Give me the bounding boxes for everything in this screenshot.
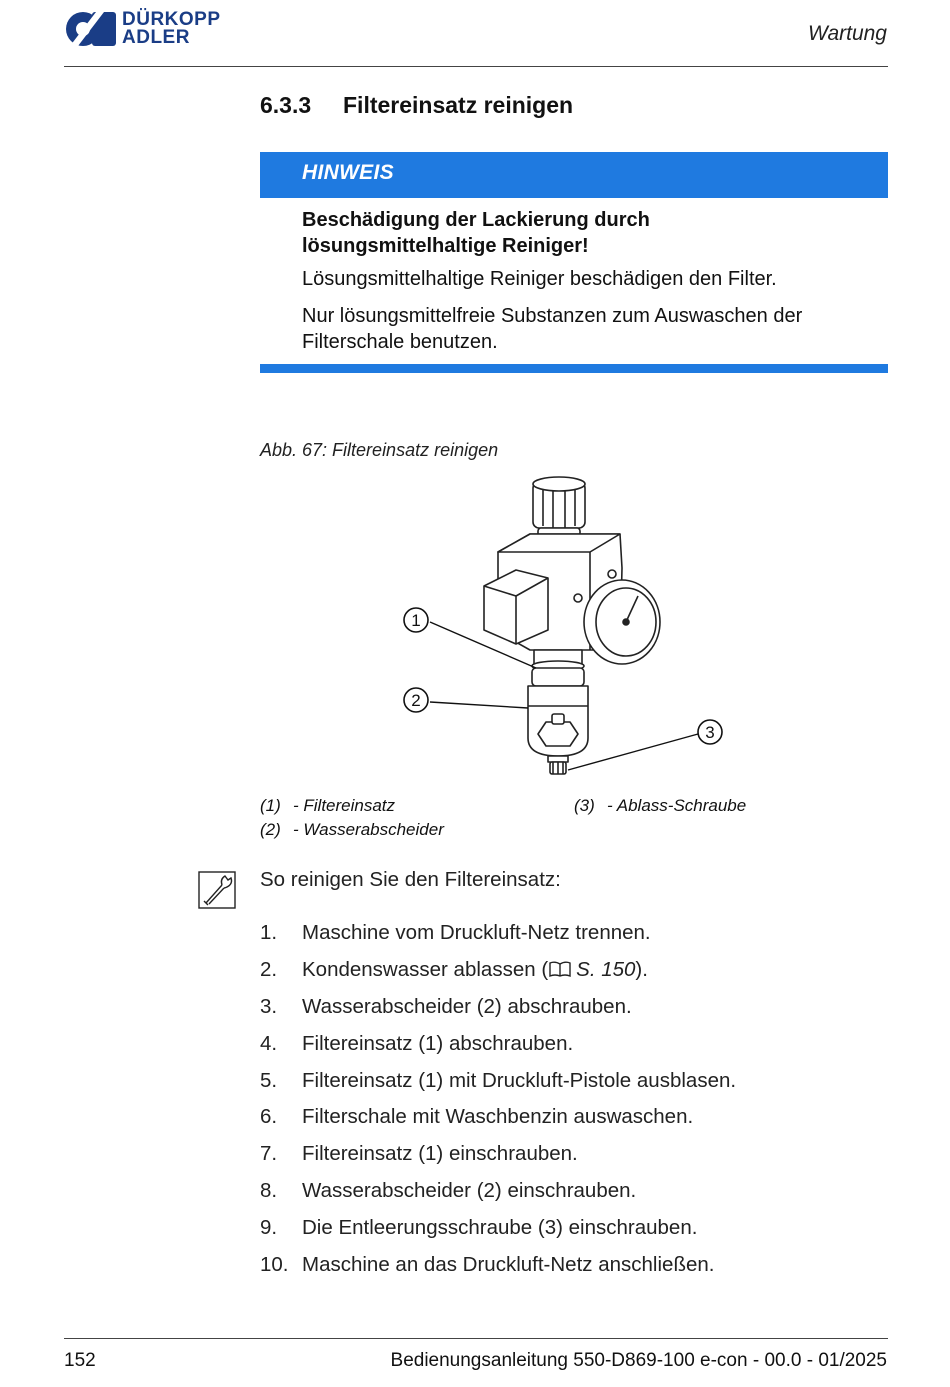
callout-1-label: 1	[411, 611, 421, 630]
step-2-text-post: ).	[635, 958, 648, 981]
step-8-number: 8.	[260, 1179, 278, 1202]
book-icon	[548, 960, 572, 978]
brand-mark-icon	[64, 10, 118, 48]
step-4-text: Filtereinsatz (1) abschrauben.	[302, 1032, 574, 1055]
step-4-number: 4.	[260, 1032, 278, 1055]
callout-3-label: 3	[705, 723, 715, 742]
brand-name-line2: ADLER	[122, 27, 190, 48]
notice-text-2-line1: Nur lösungsmittelfreie Substanzen zum Auswaschen der	[302, 305, 803, 327]
legend-2-num: (2)	[260, 820, 281, 839]
step-1-text: Maschine vom Druckluft-Netz trennen.	[302, 921, 651, 944]
step-2-number: 2.	[260, 958, 278, 981]
brand-name-line1: DÜRKOPP	[122, 9, 221, 30]
step-7-number: 7.	[260, 1142, 278, 1165]
section-title: Wartung	[808, 22, 887, 45]
instructions-intro: So reinigen Sie den Filtereinsatz:	[260, 868, 561, 891]
step-10-number: 10.	[260, 1253, 289, 1276]
callout-2-label: 2	[411, 691, 421, 710]
step-5-text: Filtereinsatz (1) mit Druckluft-Pistole ausblasen.	[302, 1069, 737, 1092]
notice-warning-line1: Beschädigung der Lackierung durch	[302, 209, 650, 231]
wrench-icon	[198, 871, 238, 911]
legend-3-num: (3)	[574, 796, 595, 815]
document-reference: Bedienungsanleitung 550-D869-100 e-con - 00.0 - 01/2025	[390, 1350, 887, 1371]
step-2-text	[302, 958, 648, 982]
notice-warning-line2: lösungsmittelhaltige Reiniger!	[302, 235, 589, 257]
legend-2-label: - Wasserabscheider	[293, 820, 444, 839]
step-7-text: Filtereinsatz (1) einschrauben.	[302, 1142, 578, 1165]
filter-regulator-illustration	[390, 470, 750, 790]
page-title: Filtereinsatz reinigen	[343, 92, 574, 118]
step-9-text: Die Entleerungsschraube (3) einschrauben.	[302, 1216, 698, 1239]
step-5-number: 5.	[260, 1069, 278, 1092]
notice-text-2-line2: Filterschale benutzen.	[302, 331, 498, 353]
figure-caption: Abb. 67: Filtereinsatz reinigen	[260, 440, 499, 460]
notice-title: HINWEIS	[302, 161, 394, 184]
step-9-number: 9.	[260, 1216, 278, 1239]
step-6-text: Filterschale mit Waschbenzin auswaschen.	[302, 1105, 694, 1128]
step-2-text-pre: Kondenswasser ablassen (	[302, 958, 549, 981]
step-1-number: 1.	[260, 921, 278, 944]
footer-rule	[64, 1338, 888, 1339]
brand-logo	[64, 10, 234, 50]
legend-1-label: - Filtereinsatz	[293, 796, 396, 815]
step-3-number: 3.	[260, 995, 278, 1018]
legend-1-num: (1)	[260, 796, 281, 815]
section-number: 6.3.3	[260, 92, 312, 118]
page-number: 152	[64, 1350, 96, 1371]
step-8-text: Wasserabscheider (2) einschrauben.	[302, 1179, 637, 1202]
step-10-text: Maschine an das Druckluft-Netz anschließen.	[302, 1253, 715, 1276]
header-rule	[64, 66, 888, 67]
legend-3-label: - Ablass-Schraube	[607, 796, 747, 815]
step-3-text: Wasserabscheider (2) abschrauben.	[302, 995, 632, 1018]
notice-bottom-bar	[260, 364, 888, 373]
step-2-page-ref[interactable]: S. 150	[576, 958, 636, 981]
step-6-number: 6.	[260, 1105, 278, 1128]
notice-text-1: Lösungsmittelhaltige Reiniger beschädigen den Filter.	[302, 268, 777, 290]
